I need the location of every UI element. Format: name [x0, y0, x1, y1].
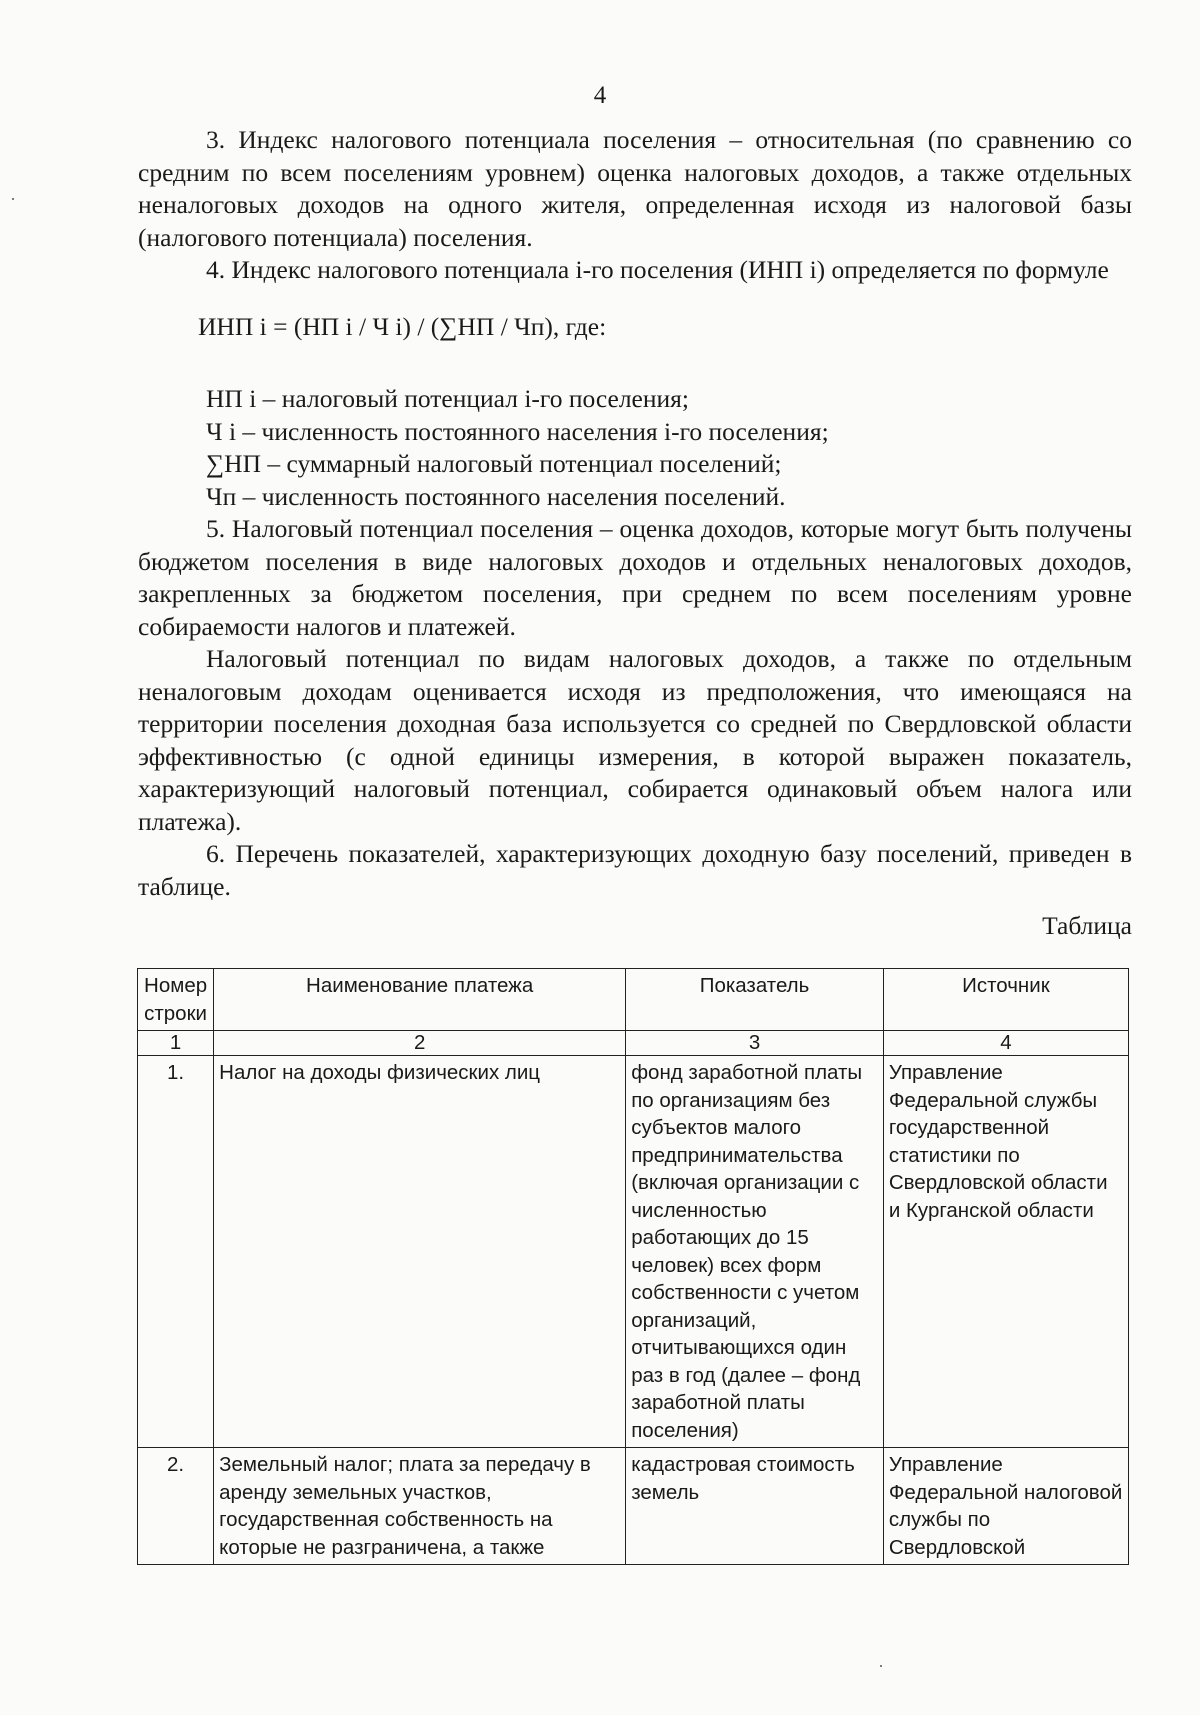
definition-ch-i: Ч i – численность постоянного населения i-го поселения;	[206, 416, 829, 446]
header-indicator: Показатель	[626, 969, 884, 1031]
paragraph-4: 4. Индекс налогового потенциала i-го поселения (ИНП i) определяется по формуле	[206, 255, 1109, 284]
source: Управление Федеральной налоговой службы по Свердловской	[883, 1448, 1128, 1565]
scan-speck	[880, 1665, 882, 1667]
scan-speck	[12, 198, 14, 200]
table-row	[138, 1448, 1129, 1565]
column-number: 1	[138, 1031, 214, 1056]
formula: ИНП i = (НП i / Ч i) / (∑НП / Чп), где:	[198, 311, 607, 341]
paragraph-3: 3. Индекс налогового потенциала поселения – относительная (по сравнению со средним по всем поселениям уровнем) оценка налоговых доходов, а также отдельных неналоговых доходов на одного жителя, определенная исходя из налоговой базы (налогового потенциала) поселения.	[138, 125, 1132, 252]
payment-name: Земельный налог; плата за передачу в аренду земельных участков, государственная собственность на которые не разграничена, а также	[214, 1448, 626, 1565]
table-caption: Таблица	[1042, 911, 1132, 940]
header-source: Источник	[883, 969, 1128, 1031]
table-viewport	[137, 968, 1135, 1593]
row-number: 2.	[138, 1448, 214, 1565]
page-number: 4	[593, 82, 607, 109]
definition-chp: Чп – численность постоянного населения поселений.	[206, 481, 786, 511]
paragraph-5: 5. Налоговый потенциал поселения – оценка доходов, которые могут быть получены бюджетом поселения в виде налоговых доходов и отдельных неналоговых доходов, закрепленных за бюджетом поселения, при среднем по всем поселениям уровне собираемости налогов и платежей.	[138, 514, 1132, 641]
header-payment-name: Наименование платежа	[214, 969, 626, 1031]
document-body	[138, 124, 1132, 941]
indicator: кадастровая стоимость земель	[626, 1448, 884, 1565]
table-column-numbers-row	[138, 1031, 1129, 1056]
header-row-number: Номер строки	[138, 969, 214, 1031]
paragraph-5-continued: Налоговый потенциал по видам налоговых доходов, а также по отдельным неналоговым доходам оценивается исходя из предположения, что имеющаяся на территории поселения доходная база используется со средней по Свердловской области эффективностью (с одной единицы измерения, в которой выражен показатель, характеризующий налоговый потенциал, собирается одинаковый объем налога или платежа).	[138, 644, 1132, 836]
indicators-table	[137, 968, 1129, 1565]
table-header-row	[138, 969, 1129, 1031]
column-number: 4	[883, 1031, 1128, 1056]
table-row	[138, 1056, 1129, 1448]
row-number: 1.	[138, 1056, 214, 1448]
definition-sum-np: ∑НП – суммарный налоговый потенциал поселений;	[206, 449, 782, 478]
paragraph-6: 6. Перечень показателей, характеризующих доходную базу поселений, приведен в таблице.	[138, 839, 1132, 901]
definition-np-i: НП i – налоговый потенциал i-го поселения;	[206, 384, 689, 413]
payment-name: Налог на доходы физических лиц	[214, 1056, 626, 1448]
column-number: 2	[214, 1031, 626, 1056]
source: Управление Федеральной службы государственной статистики по Свердловской области и Курганской области	[883, 1056, 1128, 1448]
indicator: фонд заработной платы по организациям без субъектов малого предпринимательства (включая организации с численностью работающих до 15 человек) всех форм собственности с учетом организаций, отчитывающихся один раз в год (далее – фонд заработной платы поселения)	[626, 1056, 884, 1448]
column-number: 3	[626, 1031, 884, 1056]
